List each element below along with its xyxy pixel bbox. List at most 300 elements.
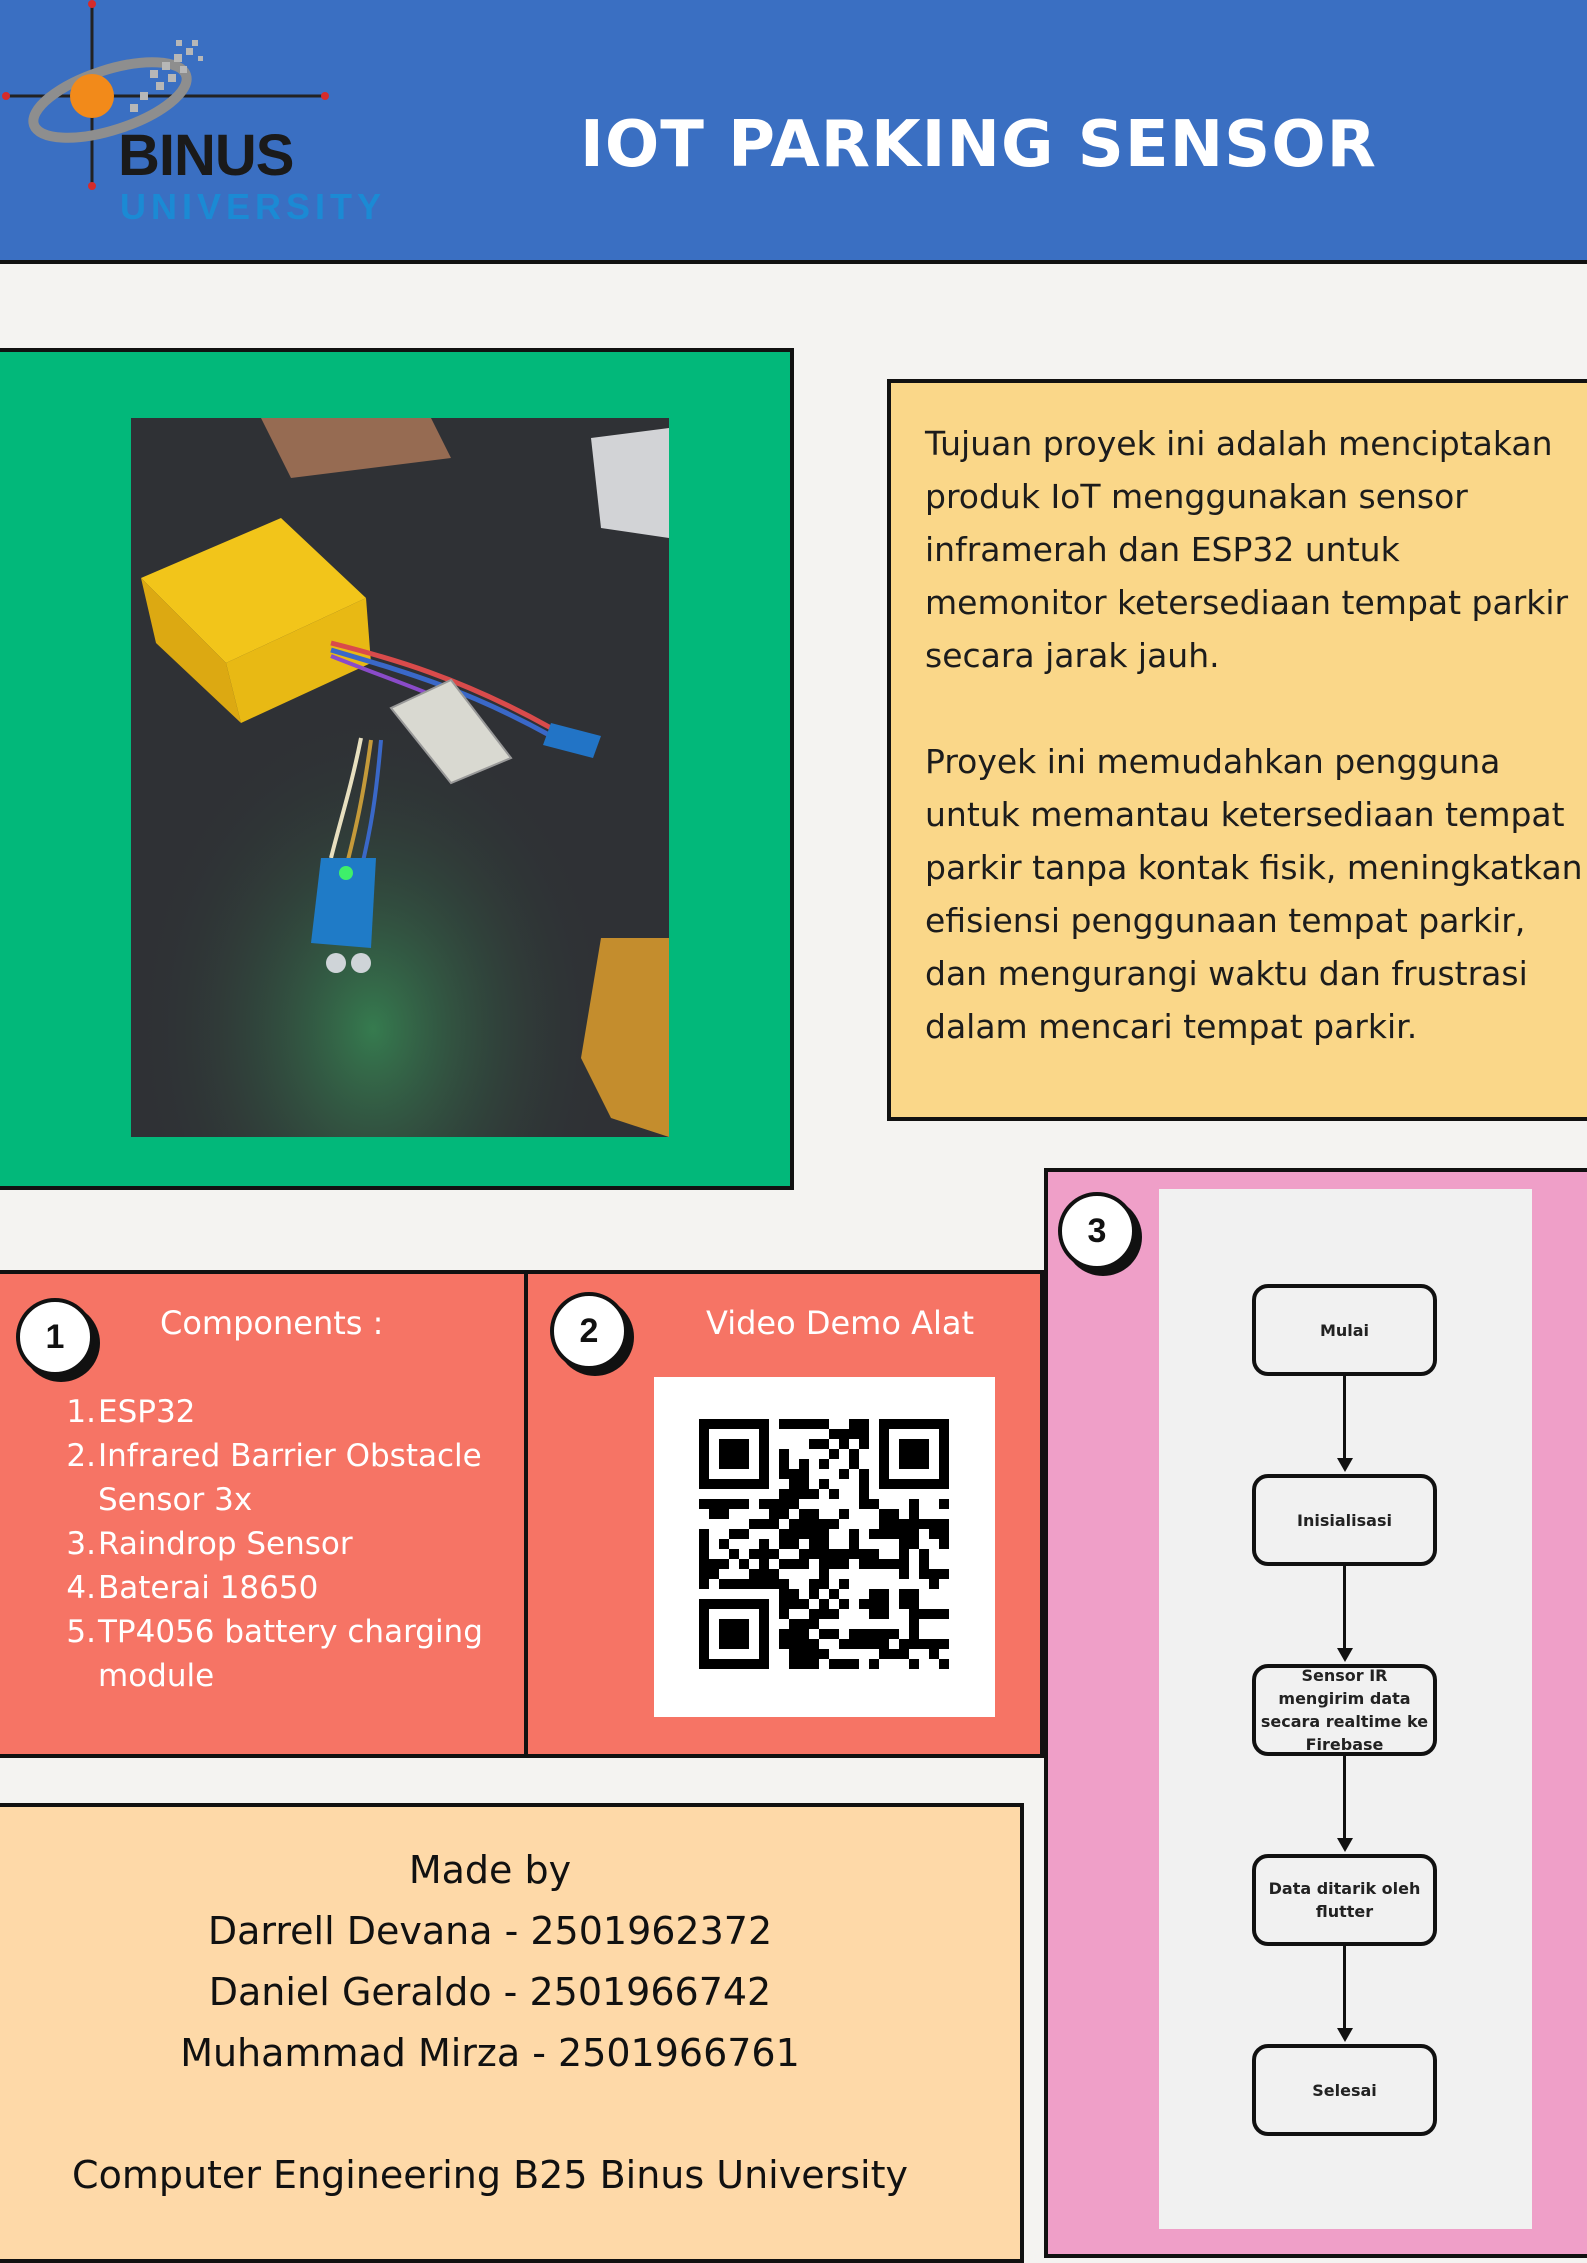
qr-module xyxy=(809,1539,819,1549)
qr-module xyxy=(829,1549,839,1559)
flow-node-end: Selesai xyxy=(1252,2044,1437,2136)
qr-module xyxy=(769,1579,779,1589)
qr-module xyxy=(919,1609,929,1619)
qr-module xyxy=(939,1439,949,1449)
qr-module xyxy=(739,1559,749,1569)
qr-module xyxy=(759,1659,769,1669)
qr-module xyxy=(889,1479,899,1489)
qr-module xyxy=(789,1479,799,1489)
qr-module xyxy=(729,1599,739,1609)
qr-module xyxy=(789,1589,799,1599)
qr-module xyxy=(739,1639,749,1649)
qr-module xyxy=(739,1419,749,1429)
step-badge-2: 2 xyxy=(550,1292,628,1370)
list-item-text: Infrared Barrier Obstacle Sensor 3x xyxy=(98,1438,482,1518)
qr-module xyxy=(879,1599,889,1609)
qr-module xyxy=(809,1589,819,1599)
list-item-number: 4. xyxy=(66,1570,96,1606)
qr-module xyxy=(879,1419,889,1429)
qr-module xyxy=(699,1609,709,1619)
qr-module xyxy=(789,1529,799,1539)
page-title: IOT PARKING SENSOR xyxy=(580,108,1377,182)
qr-module xyxy=(819,1459,829,1469)
qr-module xyxy=(839,1639,849,1649)
qr-module xyxy=(849,1449,859,1459)
qr-module xyxy=(799,1489,809,1499)
qr-module xyxy=(719,1419,729,1429)
qr-module xyxy=(779,1599,789,1609)
qr-module xyxy=(939,1529,949,1539)
qr-module xyxy=(699,1569,709,1579)
list-item-text: Raindrop Sensor xyxy=(98,1526,353,1562)
qr-module xyxy=(759,1519,769,1529)
qr-module xyxy=(799,1639,809,1649)
qr-module xyxy=(879,1469,889,1479)
qr-module xyxy=(899,1639,909,1649)
qr-module xyxy=(939,1419,949,1429)
flow-node-init: Inisialisasi xyxy=(1252,1474,1437,1566)
qr-module xyxy=(739,1439,749,1449)
qr-module xyxy=(849,1659,859,1669)
qr-module xyxy=(809,1519,819,1529)
qr-module xyxy=(759,1449,769,1459)
qr-module xyxy=(849,1549,859,1559)
qr-module xyxy=(779,1589,789,1599)
qr-module xyxy=(909,1479,919,1489)
qr-module xyxy=(849,1419,859,1429)
qr-module xyxy=(939,1469,949,1479)
qr-module xyxy=(889,1509,899,1519)
qr-module xyxy=(819,1549,829,1559)
qr-module xyxy=(869,1609,879,1619)
qr-module xyxy=(909,1539,919,1549)
qr-module xyxy=(719,1629,729,1639)
qr-module xyxy=(729,1449,739,1459)
flow-node-start: Mulai xyxy=(1252,1284,1437,1376)
qr-module xyxy=(859,1629,869,1639)
qr-module xyxy=(789,1559,799,1569)
qr-module xyxy=(879,1559,889,1569)
qr-module xyxy=(909,1629,919,1639)
flow-node-data: Data ditarik oleh flutter xyxy=(1252,1854,1437,1946)
qr-module xyxy=(819,1519,829,1529)
qr-module xyxy=(699,1639,709,1649)
flow-arrow xyxy=(1343,1566,1346,1648)
qr-module xyxy=(859,1429,869,1439)
qr-module xyxy=(779,1559,789,1569)
qr-module xyxy=(779,1489,789,1499)
qr-module xyxy=(809,1579,819,1589)
qr-module xyxy=(699,1479,709,1489)
qr-module xyxy=(759,1579,769,1589)
qr-module xyxy=(719,1509,729,1519)
qr-module xyxy=(749,1599,759,1609)
qr-module xyxy=(789,1539,799,1549)
qr-module xyxy=(759,1419,769,1429)
credits-member-3: Muhammad Mirza - 2501966761 xyxy=(180,2031,800,2075)
qr-module xyxy=(749,1579,759,1589)
qr-module xyxy=(899,1459,909,1469)
qr-module xyxy=(869,1629,879,1639)
qr-module xyxy=(879,1649,889,1659)
qr-module xyxy=(879,1629,889,1639)
qr-module xyxy=(939,1639,949,1649)
qr-module xyxy=(729,1659,739,1669)
qr-module xyxy=(909,1639,919,1649)
qr-module xyxy=(909,1519,919,1529)
qr-module xyxy=(759,1459,769,1469)
qr-module xyxy=(789,1519,799,1529)
qr-module xyxy=(759,1559,769,1569)
qr-module xyxy=(839,1659,849,1669)
qr-module xyxy=(939,1459,949,1469)
qr-module xyxy=(939,1449,949,1459)
qr-module xyxy=(819,1479,829,1489)
qr-module xyxy=(919,1519,929,1529)
qr-module xyxy=(829,1489,839,1499)
qr-module xyxy=(909,1529,919,1539)
qr-module xyxy=(889,1649,899,1659)
qr-module xyxy=(909,1419,919,1429)
qr-module xyxy=(759,1429,769,1439)
qr-module xyxy=(819,1579,829,1589)
qr-module xyxy=(779,1419,789,1429)
qr-module xyxy=(709,1559,719,1569)
qr-module xyxy=(799,1549,809,1559)
qr-module xyxy=(869,1659,879,1669)
qr-module xyxy=(729,1479,739,1489)
list-item-number: 5. xyxy=(66,1614,96,1650)
qr-module xyxy=(809,1659,819,1669)
qr-module xyxy=(889,1559,899,1569)
qr-module xyxy=(749,1569,759,1579)
qr-module xyxy=(909,1449,919,1459)
device-photo xyxy=(131,418,669,1137)
qr-module xyxy=(909,1619,919,1629)
credits-affiliation: Computer Engineering B25 Binus University xyxy=(72,2153,908,2197)
qr-module xyxy=(799,1479,809,1489)
qr-module xyxy=(719,1639,729,1649)
qr-module xyxy=(869,1639,879,1649)
qr-module xyxy=(839,1559,849,1569)
qr-module xyxy=(909,1509,919,1519)
qr-module xyxy=(729,1639,739,1649)
qr-module xyxy=(859,1489,869,1499)
list-item-number: 2. xyxy=(66,1438,96,1474)
qr-module xyxy=(909,1439,919,1449)
qr-module xyxy=(759,1649,769,1659)
qr-module xyxy=(699,1499,709,1509)
qr-module xyxy=(939,1659,949,1669)
qr-module xyxy=(819,1559,829,1569)
list-item-text: TP4056 battery charging module xyxy=(98,1614,483,1694)
qr-module xyxy=(859,1639,869,1649)
qr-module xyxy=(699,1439,709,1449)
qr-module xyxy=(909,1589,919,1599)
qr-module xyxy=(699,1649,709,1659)
list-item xyxy=(64,1522,504,1566)
qr-module xyxy=(929,1529,939,1539)
description-paragraph-2: Proyek ini memudahkan pengguna untuk memantau ketersediaan tempat parkir tanpa kontak fisik, meningkatkan efisiensi penggunaan tempat parkir, dan mengurangi waktu dan frustrasi dalam mencari tempat parkir. xyxy=(925,742,1583,1046)
logo-wordmark: BINUS xyxy=(118,123,294,188)
qr-module xyxy=(699,1529,709,1539)
qr-module xyxy=(929,1569,939,1579)
qr-module xyxy=(749,1659,759,1669)
qr-module xyxy=(729,1549,739,1559)
qr-module xyxy=(779,1509,789,1519)
qr-module xyxy=(779,1579,789,1589)
components-list xyxy=(64,1390,504,1698)
qr-module xyxy=(889,1419,899,1429)
qr-module xyxy=(899,1439,909,1449)
qr-module xyxy=(879,1519,889,1529)
qr-module xyxy=(709,1599,719,1609)
qr-module xyxy=(939,1429,949,1439)
list-item xyxy=(64,1610,504,1698)
qr-module xyxy=(909,1459,919,1469)
qr-module xyxy=(819,1599,829,1609)
qr-module xyxy=(719,1499,729,1509)
list-item-number: 1. xyxy=(66,1394,96,1430)
qr-module xyxy=(719,1659,729,1669)
qr-module xyxy=(699,1469,709,1479)
list-item xyxy=(64,1434,504,1522)
qr-module xyxy=(829,1519,839,1529)
qr-module xyxy=(839,1429,849,1439)
qr-module xyxy=(739,1479,749,1489)
qr-module xyxy=(769,1549,779,1559)
qr-module xyxy=(849,1629,859,1639)
qr-module xyxy=(859,1469,869,1479)
qr-module xyxy=(909,1599,919,1609)
qr-module xyxy=(759,1599,769,1609)
qr-module xyxy=(769,1499,779,1509)
flow-arrow xyxy=(1343,1946,1346,2028)
description-panel xyxy=(887,379,1587,1121)
qr-module xyxy=(929,1479,939,1489)
qr-module xyxy=(839,1549,849,1559)
qr-module xyxy=(939,1519,949,1529)
flow-node-sensor: Sensor IR mengirim data secara realtime ke Firebase xyxy=(1252,1664,1437,1756)
qr-module xyxy=(919,1549,929,1559)
qr-module xyxy=(839,1579,849,1589)
qr-module xyxy=(739,1599,749,1609)
qr-module xyxy=(889,1529,899,1539)
qr-module xyxy=(739,1629,749,1639)
qr-module xyxy=(879,1449,889,1459)
qr-module xyxy=(759,1639,769,1649)
qr-module xyxy=(759,1499,769,1509)
qr-module xyxy=(789,1419,799,1429)
qr-module xyxy=(869,1549,879,1559)
qr-module xyxy=(749,1479,759,1489)
qr-module xyxy=(919,1419,929,1429)
qr-module xyxy=(789,1499,799,1509)
qr-module xyxy=(759,1549,769,1559)
qr-module xyxy=(799,1419,809,1429)
qr-module xyxy=(889,1629,899,1639)
qr-module xyxy=(719,1449,729,1459)
qr-module xyxy=(779,1639,789,1649)
qr-module xyxy=(829,1609,839,1619)
qr-module xyxy=(779,1539,789,1549)
qr-module xyxy=(829,1559,839,1569)
qr-module xyxy=(829,1429,839,1439)
qr-module xyxy=(799,1469,809,1479)
qr-module xyxy=(709,1419,719,1429)
step-badge-1: 1 xyxy=(16,1298,94,1376)
qr-module xyxy=(899,1419,909,1429)
qr-module xyxy=(879,1609,889,1619)
arrow-head-icon xyxy=(1337,1648,1353,1662)
qr-module xyxy=(859,1549,869,1559)
qr-module xyxy=(839,1439,849,1449)
qr-module xyxy=(859,1419,869,1429)
qr-module xyxy=(869,1559,879,1569)
flow-arrow xyxy=(1343,1376,1346,1458)
qr-module xyxy=(729,1579,739,1589)
qr-module xyxy=(939,1499,949,1509)
qr-module xyxy=(859,1499,869,1509)
qr-module xyxy=(899,1479,909,1489)
qr-module xyxy=(929,1639,939,1649)
qr-module xyxy=(699,1619,709,1629)
qr-module xyxy=(699,1449,709,1459)
qr-module xyxy=(729,1499,739,1509)
step-badge-3: 3 xyxy=(1058,1192,1136,1270)
qr-module xyxy=(749,1549,759,1559)
list-item-number: 3. xyxy=(66,1526,96,1562)
qr-module xyxy=(719,1479,729,1489)
list-item xyxy=(64,1566,504,1610)
qr-module xyxy=(799,1519,809,1529)
qr-module xyxy=(779,1609,789,1619)
qr-module xyxy=(759,1619,769,1629)
qr-module xyxy=(739,1449,749,1459)
qr-module xyxy=(899,1569,909,1579)
qr-module xyxy=(919,1439,929,1449)
qr-module xyxy=(819,1609,829,1619)
qr-module xyxy=(899,1519,909,1529)
qr-module xyxy=(789,1649,799,1659)
qr-module xyxy=(869,1499,879,1509)
qr-module xyxy=(779,1459,789,1469)
qr-module xyxy=(739,1619,749,1629)
qr-module xyxy=(749,1419,759,1429)
qr-module xyxy=(809,1419,819,1429)
qr-module xyxy=(799,1629,809,1639)
qr-module xyxy=(729,1629,739,1639)
qr-module xyxy=(879,1529,889,1539)
qr-module xyxy=(779,1469,789,1479)
qr-module xyxy=(899,1589,909,1599)
qr-module xyxy=(899,1599,909,1609)
qr-module xyxy=(799,1459,809,1469)
qr-module xyxy=(709,1659,719,1669)
qr-module xyxy=(759,1569,769,1579)
components-title: Components : xyxy=(160,1304,384,1342)
qr-module xyxy=(929,1579,939,1589)
qr-module xyxy=(739,1529,749,1539)
qr-module xyxy=(789,1599,799,1609)
qr-module xyxy=(859,1439,869,1449)
qr-module xyxy=(729,1529,739,1539)
credits-member-2: Daniel Geraldo - 2501966742 xyxy=(208,1970,772,2014)
qr-module xyxy=(869,1589,879,1599)
qr-module xyxy=(819,1419,829,1429)
arrow-head-icon xyxy=(1337,1838,1353,1852)
qr-module xyxy=(799,1509,809,1519)
qr-module xyxy=(699,1599,709,1609)
qr-module xyxy=(879,1639,889,1649)
qr-module xyxy=(919,1459,929,1469)
list-item-text: Baterai 18650 xyxy=(98,1570,319,1606)
qr-module xyxy=(899,1529,909,1539)
qr-module xyxy=(849,1639,859,1649)
qr-module xyxy=(839,1599,849,1609)
qr-module xyxy=(909,1609,919,1619)
qr-module xyxy=(739,1659,749,1669)
qr-module xyxy=(709,1499,719,1509)
qr-module xyxy=(809,1439,819,1449)
qr-module xyxy=(709,1479,719,1489)
qr-module xyxy=(709,1509,719,1519)
qr-module xyxy=(779,1629,789,1639)
arrow-head-icon xyxy=(1337,1458,1353,1472)
qr-module xyxy=(839,1469,849,1479)
qr-module xyxy=(849,1459,859,1469)
qr-module xyxy=(879,1459,889,1469)
binus-logo xyxy=(0,0,387,240)
qr-module xyxy=(759,1629,769,1639)
list-item xyxy=(64,1390,504,1434)
credits-heading: Made by xyxy=(408,1848,572,1892)
qr-module xyxy=(929,1519,939,1529)
qr-module xyxy=(879,1439,889,1449)
qr-module xyxy=(789,1659,799,1669)
qr-module xyxy=(899,1539,909,1549)
qr-module xyxy=(809,1509,819,1519)
qr-module xyxy=(919,1449,929,1459)
qr-module xyxy=(919,1569,929,1579)
qr-module xyxy=(739,1459,749,1469)
qr-module xyxy=(769,1519,779,1529)
qr-module xyxy=(759,1439,769,1449)
qr-module xyxy=(829,1659,839,1669)
qr-module xyxy=(819,1529,829,1539)
qr-module xyxy=(819,1649,829,1659)
qr-module xyxy=(889,1519,899,1529)
qr-module xyxy=(809,1549,819,1559)
qr-module xyxy=(759,1539,769,1549)
qr-module xyxy=(799,1559,809,1569)
qr-module xyxy=(879,1429,889,1439)
qr-module xyxy=(799,1649,809,1659)
qr-module xyxy=(779,1499,789,1509)
qr-module xyxy=(759,1609,769,1619)
qr-module xyxy=(789,1639,799,1649)
qr-module xyxy=(699,1549,709,1559)
qr-module xyxy=(899,1449,909,1459)
qr-module xyxy=(749,1519,759,1529)
qr-module xyxy=(939,1479,949,1489)
qr-module xyxy=(869,1529,879,1539)
qr-module xyxy=(719,1599,729,1609)
qr-module xyxy=(699,1459,709,1469)
qr-code-icon[interactable] xyxy=(654,1377,995,1717)
qr-module xyxy=(939,1609,949,1619)
qr-module xyxy=(699,1579,709,1589)
